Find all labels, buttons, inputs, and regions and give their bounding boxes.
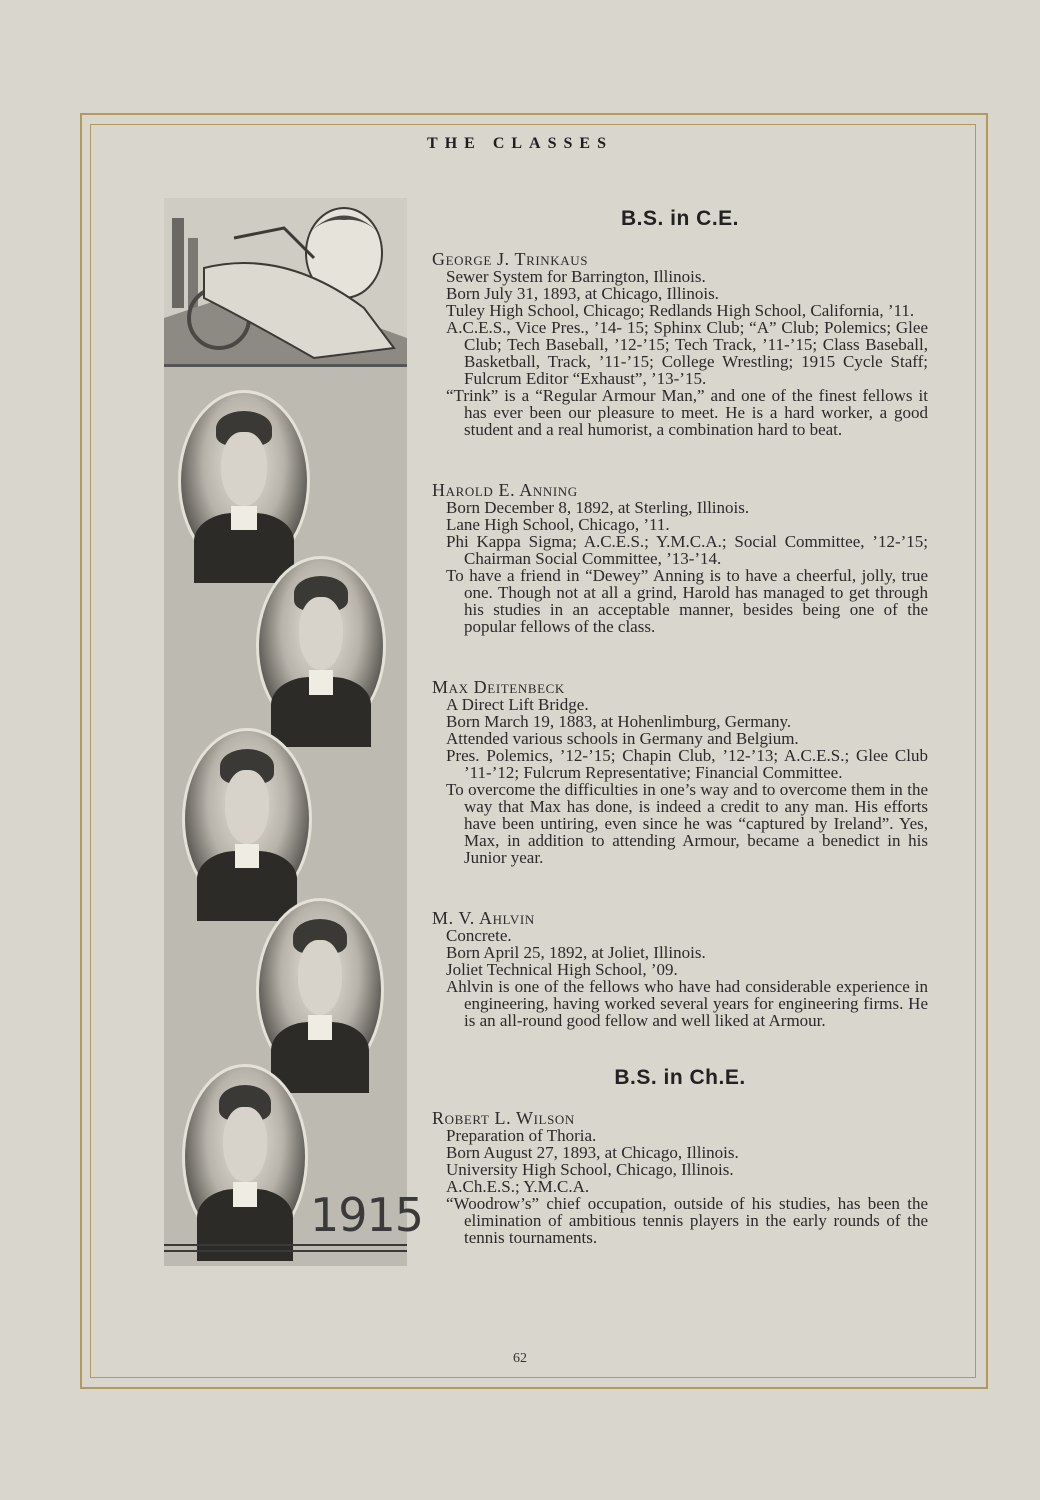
entry-name: M. V. Ahlvin bbox=[432, 908, 535, 928]
entry-school: Lane High School, Chicago, ’11. bbox=[446, 515, 670, 534]
portrait-wilson bbox=[182, 1064, 308, 1250]
portrait-deitenbeck bbox=[182, 728, 312, 910]
page-number: 62 bbox=[513, 1351, 527, 1366]
entry-school: Attended various schools in Germany and Belgium. bbox=[446, 729, 799, 748]
entry-wilson bbox=[432, 1110, 928, 1246]
entry-name: Harold E. Anning bbox=[432, 480, 578, 500]
entry-born: Born December 8, 1892, at Sterling, Illinois. bbox=[446, 498, 750, 517]
entry-activities: A.Ch.E.S.; Y.M.C.A. bbox=[446, 1177, 590, 1196]
entry-ahlvin bbox=[432, 910, 928, 1029]
entry-description: To overcome the difficulties in one’s way and to overcome them in the way that Max has done, is indeed a credit to any man. His efforts have been untiring, even since he was “captured by Ireland”. Yes, Max, in addition to attending Armour, became a benedict in his Junior year. bbox=[446, 780, 928, 867]
entry-born: Born August 27, 1893, at Chicago, Illinois. bbox=[446, 1143, 739, 1162]
entry-thesis: Concrete. bbox=[446, 926, 512, 945]
entry-description: Ahlvin is one of the fellows who have had considerable experience in engineering, having worked several years for engineering firms. He is an all-round good fellow and well liked at Armour. bbox=[446, 977, 928, 1030]
entry-activities: Phi Kappa Sigma; A.C.E.S.; Y.M.C.A.; Social Committee, ’12-’15; Chairman Social Committee, ’13-’14. bbox=[446, 532, 928, 568]
entry-born: Born March 19, 1883, at Hohenlimburg, Germany. bbox=[446, 712, 792, 731]
entry-school: Tuley High School, Chicago; Redlands High School, California, ’11. bbox=[446, 301, 915, 320]
bottom-rule-2 bbox=[164, 1250, 407, 1252]
entry-born: Born April 25, 1892, at Joliet, Illinois. bbox=[446, 943, 706, 962]
entry-name: George J. Trinkaus bbox=[432, 249, 589, 269]
portrait-trinkaus bbox=[178, 390, 310, 572]
entry-description: To have a friend in “Dewey” Anning is to have a cheerful, jolly, true one. Though not at all a grind, Harold has managed to get through his studies in an acceptable manner, besides being one of the popular fellows of the class. bbox=[446, 566, 928, 636]
section-heading-ce: B.S. in C.E. bbox=[620, 207, 739, 230]
entry-born: Born July 31, 1893, at Chicago, Illinois. bbox=[446, 284, 719, 303]
entry-school: University High School, Chicago, Illinois. bbox=[446, 1160, 734, 1179]
entry-thesis: A Direct Lift Bridge. bbox=[446, 695, 589, 714]
entry-deitenbeck bbox=[432, 679, 928, 866]
photo-column bbox=[164, 198, 424, 1266]
entry-trinkaus bbox=[432, 251, 928, 438]
entry-activities: A.C.E.S., Vice Pres., ’14- 15; Sphinx Club; “A” Club; Polemics; Glee Club; Tech Baseball, ’12-’15; Tech Track, ’11-’15; Class Baseball, Basketball, Track, ’11-’15; College Wrestling; 1915 Cycle Staff; Fulcrum Editor “Exhaust”, ’13-’15. bbox=[446, 318, 928, 388]
year-mark: 1915 bbox=[310, 1188, 424, 1242]
entry-description: “Trink” is a “Regular Armour Man,” and one of the finest fellows it has ever been our pleasure to meet. He is a hard worker, a good student and a real humorist, a combination hard to beat. bbox=[446, 386, 928, 439]
portrait-anning bbox=[256, 556, 386, 736]
entry-name: Robert L. Wilson bbox=[432, 1108, 575, 1128]
entry-thesis: Preparation of Thoria. bbox=[446, 1126, 597, 1145]
header-sketch-image bbox=[164, 198, 407, 367]
bottom-rule-1 bbox=[164, 1244, 407, 1246]
entry-name: Max Deitenbeck bbox=[432, 677, 565, 697]
entry-thesis: Sewer System for Barrington, Illinois. bbox=[446, 267, 706, 286]
running-head: THE CLASSES bbox=[427, 135, 613, 152]
section-heading-che: B.S. in Ch.E. bbox=[614, 1066, 746, 1089]
text-column bbox=[432, 207, 928, 1247]
entry-description: “Woodrow’s” chief occupation, outside of his studies, has been the elimination of ambitious tennis players in the early rounds of the tennis tournaments. bbox=[446, 1194, 928, 1247]
entry-school: Joliet Technical High School, ’09. bbox=[446, 960, 678, 979]
entry-activities: Pres. Polemics, ’12-’15; Chapin Club, ’12-’13; A.C.E.S.; Glee Club ’11-’12; Fulcrum Representative; Financial Committee. bbox=[446, 746, 928, 782]
portrait-ahlvin bbox=[256, 898, 384, 1082]
entry-anning bbox=[432, 482, 928, 635]
sketch-illustration bbox=[164, 198, 407, 364]
